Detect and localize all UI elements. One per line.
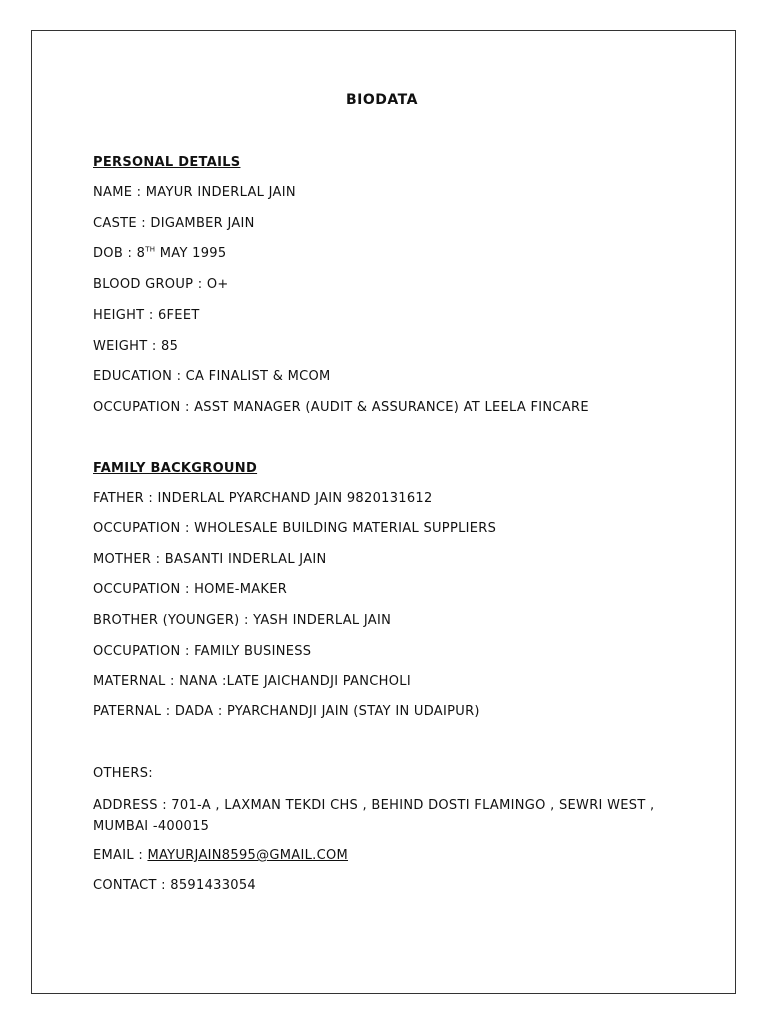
brother-line: BROTHER (YOUNGER) : YASH INDERLAL JAIN bbox=[93, 613, 392, 628]
mother-line: MOTHER : BASANTI INDERLAL JAIN bbox=[93, 552, 327, 567]
height-line: HEIGHT : 6FEET bbox=[93, 308, 200, 323]
dob-suffix: MAY 1995 bbox=[155, 246, 227, 261]
personal-details-heading: PERSONAL DETAILS bbox=[93, 155, 241, 170]
name-line: NAME : MAYUR INDERLAL JAIN bbox=[93, 185, 296, 200]
dob-line bbox=[93, 246, 226, 262]
dob-prefix: DOB : 8 bbox=[93, 246, 146, 261]
dob-superscript: TH bbox=[145, 245, 156, 254]
father-line: FATHER : INDERLAL PYARCHAND JAIN 9820131612 bbox=[93, 491, 433, 506]
blood-group-line: BLOOD GROUP : O+ bbox=[93, 277, 229, 292]
address-line: ADDRESS : 701-A , LAXMAN TEKDI CHS , BEHIND DOSTI FLAMINGO , SEWRI WEST , MUMBAI -400015 bbox=[93, 798, 655, 834]
email-link[interactable]: MAYURJAIN8595@GMAIL.COM bbox=[147, 848, 349, 863]
email-line bbox=[93, 848, 348, 864]
weight-line: WEIGHT : 85 bbox=[93, 339, 179, 354]
occupation-line: OCCUPATION : ASST MANAGER (AUDIT & ASSURANCE) AT LEELA FINCARE bbox=[93, 400, 589, 415]
education-line: EDUCATION : CA FINALIST & MCOM bbox=[93, 369, 331, 384]
document-title: BIODATA bbox=[346, 92, 418, 108]
mother-occupation-line: OCCUPATION : HOME-MAKER bbox=[93, 582, 288, 597]
father-occupation-line: OCCUPATION : WHOLESALE BUILDING MATERIAL SUPPLIERS bbox=[93, 521, 497, 536]
others-heading: OTHERS: bbox=[93, 766, 153, 781]
email-label: EMAIL : bbox=[93, 848, 148, 863]
contact-line: CONTACT : 8591433054 bbox=[93, 878, 257, 893]
caste-line: CASTE : DIGAMBER JAIN bbox=[93, 216, 255, 231]
maternal-line: MATERNAL : NANA :LATE JAICHANDJI PANCHOLI bbox=[93, 674, 411, 689]
family-background-heading: FAMILY BACKGROUND bbox=[93, 461, 258, 476]
paternal-line: PATERNAL : DADA : PYARCHANDJI JAIN (STAY IN UDAIPUR) bbox=[93, 704, 480, 719]
brother-occupation-line: OCCUPATION : FAMILY BUSINESS bbox=[93, 644, 312, 659]
